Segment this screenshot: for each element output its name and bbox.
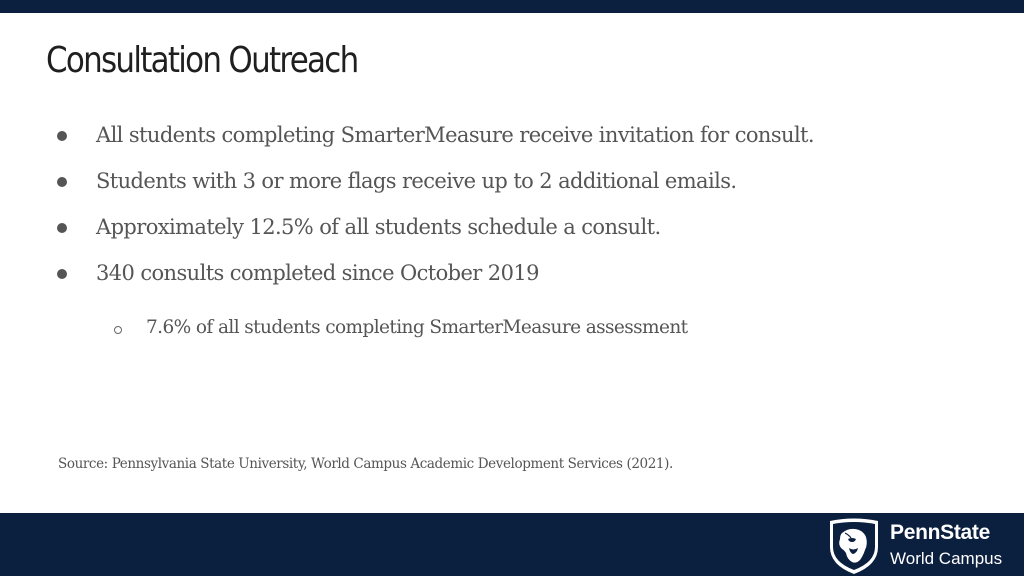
sub-bullet-text: 7.6% of all students completing SmarterMeasure assessment	[146, 317, 688, 338]
bullet-list	[0, 118, 1024, 302]
bullet-item	[0, 118, 1024, 164]
bullet-dot-icon	[57, 223, 67, 233]
bullet-text: Students with 3 or more flags receive up to 2 additional emails.	[96, 169, 737, 193]
sub-bullet-item	[0, 314, 1024, 348]
logo-brand-text: PennState	[890, 521, 990, 544]
top-accent-bar	[0, 0, 1024, 13]
bullet-text: All students completing SmarterMeasure receive invitation for consult.	[96, 123, 814, 147]
pennstate-world-campus-logo	[828, 517, 1018, 573]
bullet-item	[0, 256, 1024, 302]
footer-bar	[0, 513, 1024, 576]
bullet-dot-icon	[57, 131, 67, 141]
bullet-text: Approximately 12.5% of all students schedule a consult.	[96, 215, 661, 239]
nittany-lion-shield-icon	[828, 517, 880, 575]
logo-subtitle-text: World Campus	[890, 549, 1003, 568]
bullet-dot-icon	[57, 269, 67, 279]
bullet-item	[0, 210, 1024, 256]
bullet-dot-icon	[57, 177, 67, 187]
hollow-bullet-icon	[114, 326, 122, 334]
bullet-item	[0, 164, 1024, 210]
source-citation: Source: Pennsylvania State University, World Campus Academic Development Services (2021).	[58, 456, 673, 472]
slide-title: Consultation Outreach	[46, 40, 358, 81]
bullet-text: 340 consults completed since October 2019	[96, 261, 539, 285]
